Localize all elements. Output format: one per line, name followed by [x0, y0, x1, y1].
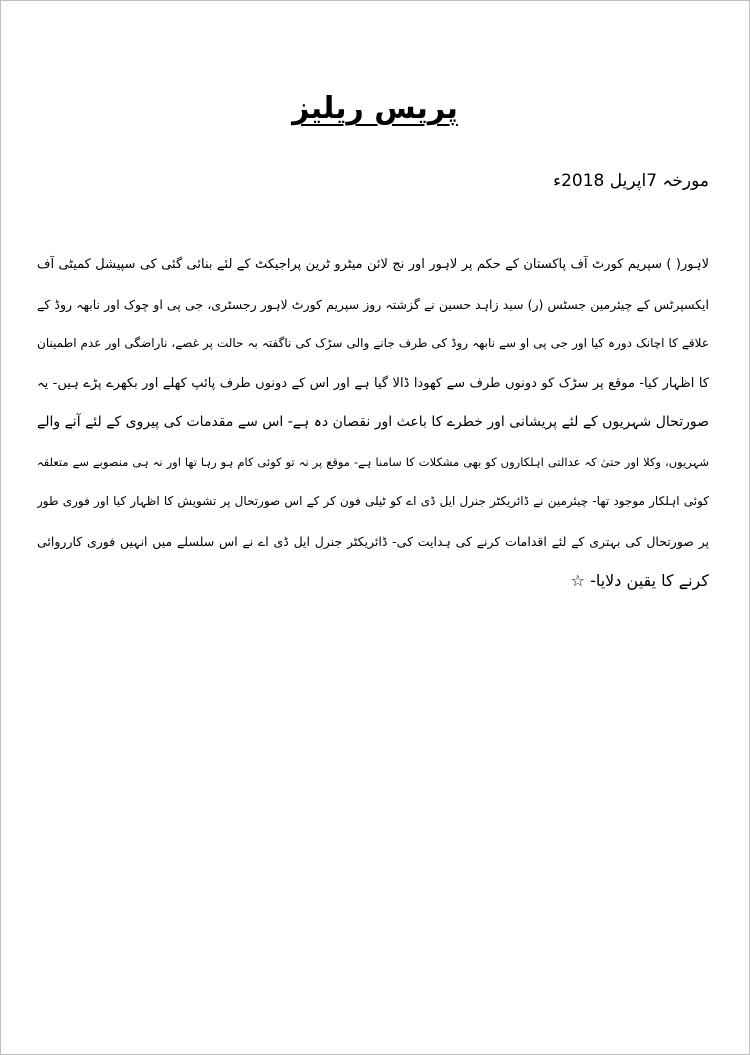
- paragraph-line: کا اظہار کیا- موقع پر سڑک کو دونوں طرف سے کھودا ڈالا گیا ہے اور اس کے دونوں طرف پائپ کھلے اور بکھرے پڑے ہیں- یہ: [37, 375, 709, 391]
- paragraph-line: ایکسپرٹس کے چیئرمین جسٹس (ر) سید زاہد حسین نے گزشتہ روز سپریم کورٹ لاہور رجسٹری، جی پی او چوک اور نابھہ روڈ کے: [37, 296, 709, 312]
- document-title: [1, 87, 749, 131]
- press-release-body: [37, 245, 709, 601]
- paragraph-line: پر صورتحال کی بہتری کے لئے اقدامات کرنے کی ہدایت کی- ڈائریکٹر جنرل ایل ڈی اے نے اس سلسلے میں انہیں فوری کارروائی: [37, 533, 709, 549]
- paragraph-line: صورتحال شہریوں کے لئے پریشانی اور خطرے کا باعث اور نقصان دہ ہے- اس سے مقدمات کی پیروی کے لئے آنے والے: [37, 414, 709, 430]
- paragraph-line: شہریوں، وکلا اور حتیٰ کہ عدالتی اہلکاروں کو بھی مشکلات کا سامنا ہے- موقع پر نہ تو کوئی کام ہو رہا تھا اور نہ ہی منصوبے سے متعلقہ: [37, 454, 709, 469]
- paragraph-line: لاہور( ) سپریم کورٹ آف پاکستان کے حکم پر لاہور اور نج لائن میٹرو ٹرین پراجیکٹ کے لئے بنائی گئی کی سپیشل کمیٹی آف: [37, 257, 709, 272]
- paragraph-line: کرنے کا یقین دلایا- ☆: [570, 571, 709, 590]
- paragraph-line: کوئی اہلکار موجود تھا- چیئرمین نے ڈائریکٹر جنرل ایل ڈی اے کو ٹیلی فون کر کے اس صورتحال پر تشویش کا اظہار کیا اور فوری طور: [37, 494, 709, 508]
- document-date: مورخہ 7اپریل 2018ء: [553, 171, 709, 191]
- document-title-text: پریس ریلیز: [292, 91, 458, 126]
- paragraph-line: علاقے کا اچانک دورہ کیا اور جی پی او سے نابھہ روڈ کی طرف جانے والی سڑک کی ناگفتہ بہ حالت پر غصے، ناراضگی اور عدم اطمینان: [37, 336, 709, 350]
